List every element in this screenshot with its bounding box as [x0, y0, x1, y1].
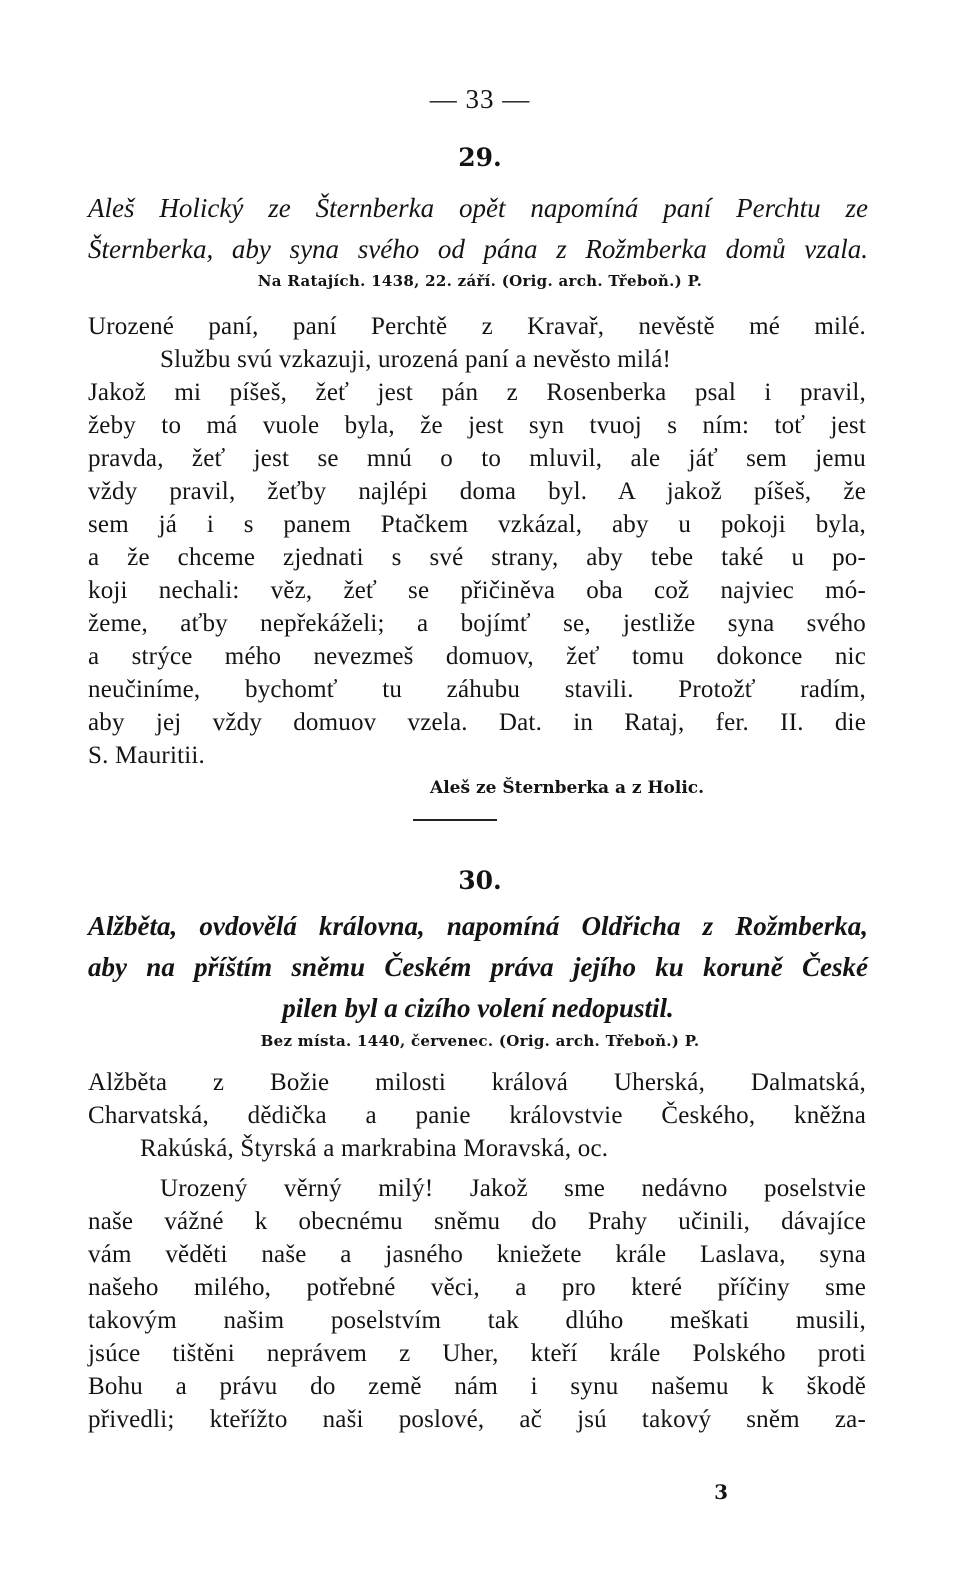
body-line: žeme, aťby nepřekáželi; a bojímť se, jestliže syna svého — [88, 610, 866, 637]
document-number-29: 29. — [458, 143, 502, 172]
body-line: aby jej vždy domuov vzela. Dat. in Rataj, fer. II. die — [88, 709, 866, 736]
body-line: takovým našim poselstvím tak dlúho meškati musili, — [88, 1307, 866, 1334]
body-line: pravda, žeť jest se mnú o to mluvil, ale jáť sem jemu — [88, 445, 866, 472]
document-30-body — [88, 1172, 866, 1436]
title-line: pilen byl a cizího volení nedopustil. — [282, 993, 674, 1023]
body-line: sem já i s panem Ptačkem vzkázal, aby u pokoji byla, — [88, 511, 866, 538]
document-30-title — [88, 906, 868, 1029]
document-29-body — [88, 310, 866, 772]
body-line: a že chceme zjednati s své strany, aby tebe také u po- — [88, 544, 866, 571]
document-29-signature: Aleš ze Šternberka a z Holic. — [430, 778, 705, 798]
intitulatio-line: Rakúská, Štyrská a markrabina Moravská, oc. — [140, 1135, 609, 1162]
body-line: a strýce mého nevezmeš domuov, žeť tomu dokonce nic — [88, 643, 866, 670]
intitulatio-line: Charvatská, dědička a panie královstvie Českého, kněžna — [88, 1102, 866, 1129]
intitulatio-line: Alžběta z Božie milosti králová Uherská, Dalmatská, — [88, 1069, 866, 1096]
body-line: Urozené paní, paní Perchtě z Kravař, nevěstě mé milé. — [88, 313, 866, 340]
title-line: Šternberka, aby syna svého od pána z Rožmberka domů vzala. — [88, 234, 868, 264]
body-line: žeby to má vuole byla, že jest syn tvuoj s ním: toť jest — [88, 412, 866, 439]
body-line: neučiníme, bychomť tu záhubu stavili. Protožť radím, — [88, 676, 866, 703]
body-line: jsúce tištěni neprávem z Uher, kteří krále Polského proti — [88, 1340, 866, 1367]
document-30-intitulatio — [88, 1066, 866, 1165]
title-line: aby na příštím sněmu Českém práva jejího ku koruně České — [88, 952, 868, 982]
signature-mark: 3 — [714, 1480, 728, 1504]
body-line: Urozený věrný milý! Jakož sme nedávno poselstvie — [160, 1175, 866, 1202]
document-number-30: 30. — [458, 866, 502, 895]
section-divider — [413, 819, 497, 821]
body-line: Službu svú vzkazuji, urozená paní a nevěsto milá! — [160, 346, 672, 373]
body-line: Bohu a právu do země nám i synu našemu k škodě — [88, 1373, 866, 1400]
title-line: Alžběta, ovdovělá královna, napomíná Oldřicha z Rožmberka, — [88, 911, 868, 941]
body-line: vždy pravil, žeťby najlépi doma byl. A jakož píšeš, že — [88, 478, 866, 505]
document-29-dating: Na Ratajích. 1438, 22. září. (Orig. arch. Třeboň.) P. — [257, 272, 703, 290]
body-line: naše vážné k obecnému sněmu do Prahy učinili, dávajíce — [88, 1208, 866, 1235]
body-line: našeho milého, potřebné věci, a pro které příčiny sme — [88, 1274, 866, 1301]
document-29-title — [88, 188, 868, 270]
body-line: Jakož mi píšeš, žeť jest pán z Rosenberka psal i pravil, — [88, 379, 866, 406]
body-line: koji nechali: věz, žeť se přičiněva oba což najviec mó- — [88, 577, 866, 604]
title-line: Aleš Holický ze Šternberka opět napomíná paní Perchtu ze — [88, 193, 868, 223]
body-line: vám věděti naše a jasného kniežete krále Laslava, syna — [88, 1241, 866, 1268]
document-30-dating: Bez místa. 1440, červenec. (Orig. arch. Třeboň.) P. — [260, 1032, 700, 1050]
page-number: — 33 — — [429, 84, 531, 114]
body-line: S. Mauritii. — [88, 742, 205, 769]
body-line: přivedli; kteřížto naši poslové, ač jsú takový sněm za- — [88, 1406, 866, 1433]
